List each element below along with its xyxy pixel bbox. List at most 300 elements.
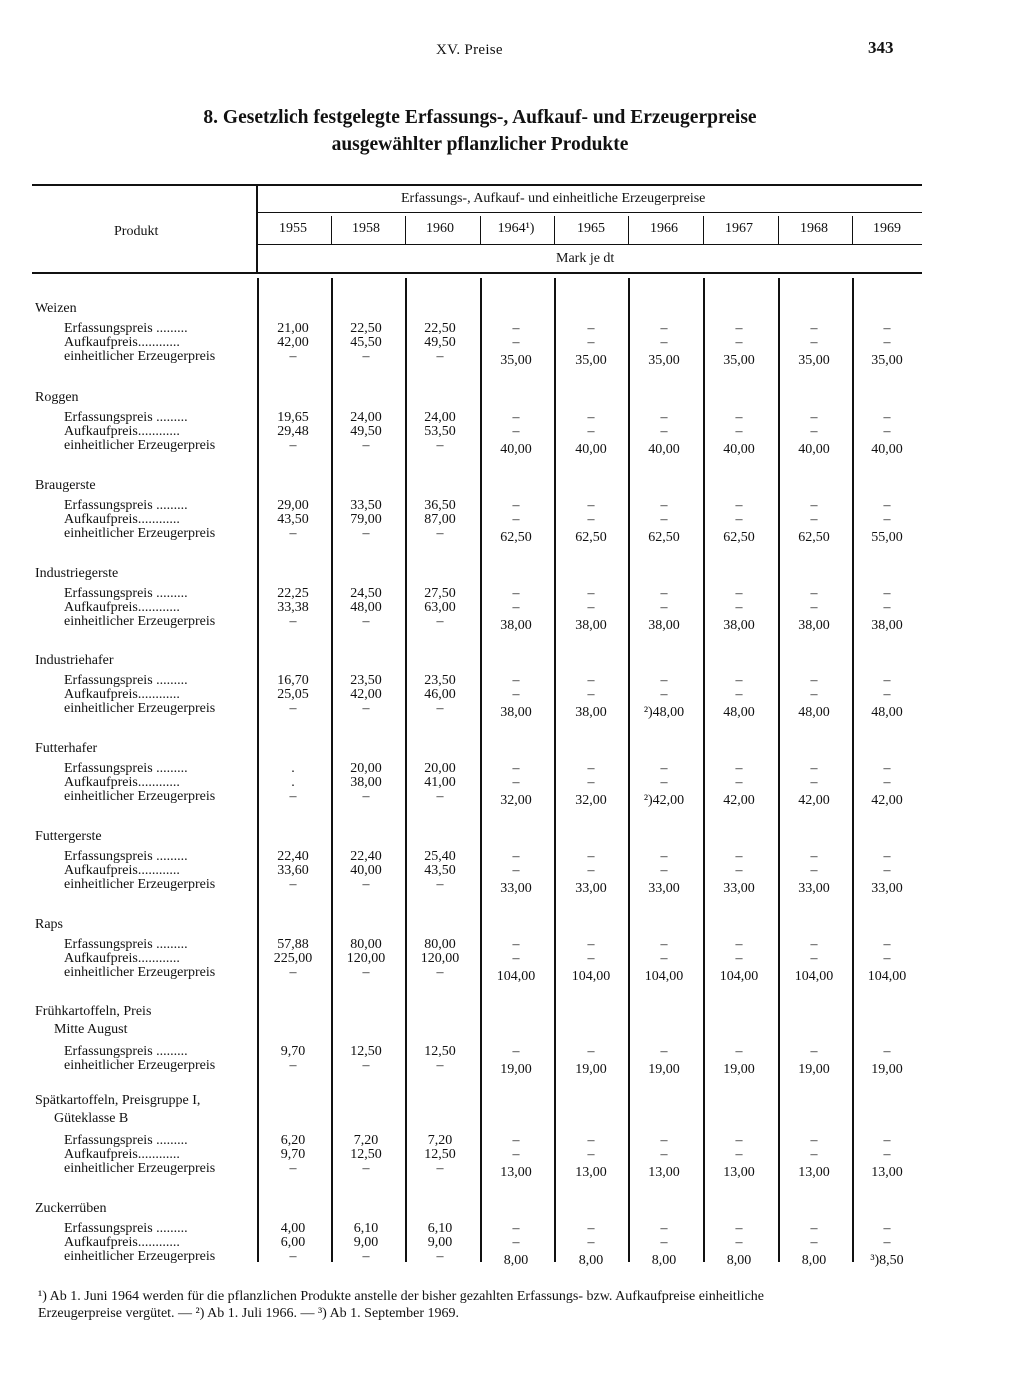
table-cell: 36,50 [424,498,456,513]
year-separator [778,216,779,244]
table-cell: – [660,1147,668,1162]
table-cell: – [289,1249,297,1264]
table-cell: – [512,498,520,513]
table-cell: – [735,1147,743,1162]
table-cell: 43,50 [424,863,456,878]
table-cell: – [810,1044,818,1059]
product-name: Güteklasse B [54,1111,129,1126]
table-cell: – [289,789,297,804]
table-cell: – [883,1221,891,1236]
year-header: 1966 [650,221,678,236]
row-label: Erfassungspreis ......... [64,761,188,776]
table-cell: 43,50 [277,512,309,527]
table-cell: 22,40 [277,849,309,864]
table-cell: 48,00 [350,600,382,615]
table-cell: 40,00 [723,442,755,457]
table-cell: – [660,335,668,350]
table-cell: – [810,335,818,350]
row-label: einheitlicher Erzeugerpreis [64,438,216,453]
table-cell: – [587,512,595,527]
table-cell: – [810,600,818,615]
table-cell: 40,00 [575,442,607,457]
table-cell: – [362,1161,370,1176]
table-cell: – [810,1235,818,1250]
table-top-rule [32,184,922,186]
row-label: Aufkaufpreis............ [64,424,180,439]
table-cell: – [512,937,520,952]
table-cell: – [810,586,818,601]
table-cell: 38,00 [575,705,607,720]
table-cell: 13,00 [648,1165,680,1180]
table-cell: – [883,951,891,966]
table-cell: 35,00 [723,353,755,368]
table-cell: – [289,965,297,980]
table-cell: 8,00 [578,1253,604,1268]
table-cell: 24,00 [424,410,456,425]
table-cell: 22,40 [350,849,382,864]
product-name: Mitte August [54,1022,128,1037]
table-cell: – [362,526,370,541]
table-cell: – [512,424,520,439]
table-cell: 22,50 [424,321,456,336]
table-cell: – [289,349,297,364]
table-cell: – [587,1221,595,1236]
footnotes [38,1288,938,1322]
table-cell: 225,00 [273,951,313,966]
table-cell: – [660,1133,668,1148]
year-header: 1965 [577,221,605,236]
table-cell: – [735,410,743,425]
table-cell: 40,00 [871,442,903,457]
table-cell: – [587,863,595,878]
row-label: Aufkaufpreis............ [64,951,180,966]
table-cell: – [587,775,595,790]
row-label: Erfassungspreis ......... [64,586,188,601]
row-label: Erfassungspreis ......... [64,410,188,425]
table-cell: – [660,586,668,601]
table-cell: – [512,687,520,702]
product-column-header: Produkt [114,224,159,239]
row-label: Aufkaufpreis............ [64,335,180,350]
table-cell: 12,50 [424,1044,456,1059]
table-cell: 42,00 [871,793,903,808]
table-cell: 62,50 [723,530,755,545]
unit-label: Mark je dt [556,251,615,266]
table-cell: 62,50 [648,530,680,545]
table-cell: – [289,1058,297,1073]
product-name: Spätkartoffeln, Preisgruppe I, [35,1093,201,1108]
year-header: 1958 [352,221,380,236]
table-cell: 13,00 [575,1165,607,1180]
table-cell: – [883,410,891,425]
year-header: 1960 [426,221,454,236]
table-title-line-1: 8. Gesetzlich festgelegte Erfassungs-, Aufkauf- und Erzeugerpreise [203,107,757,128]
table-cell: – [883,937,891,952]
table-cell: 104,00 [496,969,536,984]
table-cell: – [660,863,668,878]
table-cell: 6,20 [280,1133,306,1148]
table-cell: – [735,321,743,336]
table-cell: – [512,600,520,615]
year-header: 1955 [279,221,307,236]
table-cell: 40,00 [798,442,830,457]
table-cell: – [883,849,891,864]
year-header: 1968 [800,221,828,236]
table-cell: – [512,1133,520,1148]
table-cell: 8,00 [801,1253,827,1268]
table-cell: 46,00 [424,687,456,702]
year-header: 1969 [873,221,901,236]
table-cell: – [883,1147,891,1162]
product-name: Industriegerste [35,566,119,581]
row-label: Erfassungspreis ......... [64,849,188,864]
table-cell: 33,00 [723,881,755,896]
table-cell: 33,60 [277,863,309,878]
year-separator [331,216,332,244]
table-cell: 6,10 [353,1221,379,1236]
table-cell: – [883,761,891,776]
year-separator [628,216,629,244]
table-cell: – [660,849,668,864]
table-cell: 19,00 [798,1062,830,1077]
year-separator [480,216,481,244]
table-cell: – [735,673,743,688]
table-cell: 22,25 [277,586,309,601]
table-cell: 22,50 [350,321,382,336]
table-cell: – [660,1221,668,1236]
table-cell: 87,00 [424,512,456,527]
product-name: Weizen [35,301,77,316]
table-cell: – [810,498,818,513]
table-cell: 80,00 [350,937,382,952]
table-cell: 38,00 [500,618,532,633]
table-cell: – [660,1044,668,1059]
table-cell: – [512,1147,520,1162]
table-cell: – [587,1147,595,1162]
table-cell: 42,00 [723,793,755,808]
table-cell: 40,00 [648,442,680,457]
table-cell: – [587,687,595,702]
table-cell: 9,70 [280,1044,306,1059]
table-cell: – [735,937,743,952]
row-label: einheitlicher Erzeugerpreis [64,1058,216,1073]
table-cell: 48,00 [798,705,830,720]
table-cell: 120,00 [420,951,460,966]
table-cell: – [512,775,520,790]
table-cell: – [735,863,743,878]
table-cell: – [660,687,668,702]
row-label: Aufkaufpreis............ [64,1235,180,1250]
table-cell: 12,50 [350,1044,382,1059]
product-name: Industriehafer [35,653,114,668]
table-cell: 13,00 [798,1165,830,1180]
table-cell: – [587,498,595,513]
table-cell: – [512,863,520,878]
table-cell: 12,50 [424,1147,456,1162]
product-name: Futtergerste [35,829,102,844]
table-cell: – [512,410,520,425]
table-cell: – [587,586,595,601]
table-cell: – [660,1235,668,1250]
table-cell: – [436,349,444,364]
table-cell: – [735,687,743,702]
table-cell: . [291,775,295,790]
table-cell: 55,00 [871,530,903,545]
table-cell: 42,00 [350,687,382,702]
table-cell: – [883,775,891,790]
table-cell: – [660,775,668,790]
table-cell: – [587,424,595,439]
table-cell: 45,50 [350,335,382,350]
row-label: Aufkaufpreis............ [64,775,180,790]
table-cell: 27,50 [424,586,456,601]
table-cell: – [735,761,743,776]
table-cell: – [436,1161,444,1176]
row-label: einheitlicher Erzeugerpreis [64,877,216,892]
table-cell: – [883,1044,891,1059]
table-cell: 8,00 [651,1253,677,1268]
table-cell: 38,00 [500,705,532,720]
table-cell: 16,70 [277,673,309,688]
table-cell: 38,00 [350,775,382,790]
table-cell: 62,50 [575,530,607,545]
table-cell: – [660,951,668,966]
table-cell: – [289,614,297,629]
table-cell: 38,00 [648,618,680,633]
years-rule [257,244,922,245]
row-label: Erfassungspreis ......... [64,498,188,513]
table-cell: – [735,424,743,439]
table-cell: 8,00 [726,1253,752,1268]
table-cell: – [587,321,595,336]
table-cell: 6,00 [280,1235,306,1250]
table-cell: 24,00 [350,410,382,425]
table-cell: 19,00 [648,1062,680,1077]
table-cell: – [883,512,891,527]
year-separator [703,216,704,244]
group-header-rule [257,212,922,213]
table-cell: – [660,761,668,776]
table-cell: 33,00 [798,881,830,896]
table-cell: 35,00 [500,353,532,368]
table-cell: – [362,965,370,980]
table-cell: 48,00 [723,705,755,720]
table-cell: 33,50 [350,498,382,513]
table-cell: – [362,614,370,629]
table-cell: 35,00 [575,353,607,368]
table-cell: 20,00 [350,761,382,776]
table-cell: 33,38 [277,600,309,615]
row-label: Erfassungspreis ......... [64,673,188,688]
table-cell: – [735,512,743,527]
table-cell: 7,20 [353,1133,379,1148]
table-cell: – [883,586,891,601]
table-cell: 38,00 [575,618,607,633]
table-cell: 48,00 [871,705,903,720]
table-cell: – [362,349,370,364]
row-label: einheitlicher Erzeugerpreis [64,789,216,804]
table-cell: 29,00 [277,498,309,513]
table-cell: 33,00 [871,881,903,896]
table-cell: – [735,1235,743,1250]
table-cell: 21,00 [277,321,309,336]
row-label: Erfassungspreis ......... [64,321,188,336]
table-cell: 23,50 [424,673,456,688]
table-cell: – [587,1235,595,1250]
table-cell: – [289,1161,297,1176]
table-cell: – [587,849,595,864]
table-cell: – [436,1249,444,1264]
table-cell: – [587,673,595,688]
table-cell: 38,00 [723,618,755,633]
table-cell: – [810,775,818,790]
table-cell: – [512,951,520,966]
table-cell: 13,00 [500,1165,532,1180]
page-number: 343 [868,38,894,57]
product-name: Braugerste [35,478,96,493]
table-cell: 57,88 [277,937,309,952]
table-cell: – [512,335,520,350]
table-cell: – [883,498,891,513]
row-label: einheitlicher Erzeugerpreis [64,526,216,541]
table-cell: 19,00 [575,1062,607,1077]
row-label: Erfassungspreis ......... [64,1221,188,1236]
table-cell: – [883,321,891,336]
product-name: Zuckerrüben [35,1201,107,1216]
table-cell: – [512,761,520,776]
table-cell: – [289,438,297,453]
table-cell: – [810,1221,818,1236]
table-cell: – [587,410,595,425]
table-cell: – [587,937,595,952]
table-cell: – [810,951,818,966]
table-cell: – [810,687,818,702]
table-cell: 32,00 [575,793,607,808]
table-cell: – [735,1133,743,1148]
table-cell: – [810,512,818,527]
table-cell: 104,00 [867,969,907,984]
table-cell: – [436,1058,444,1073]
table-cell: 9,00 [353,1235,379,1250]
table-cell: – [289,877,297,892]
table-cell: – [735,600,743,615]
table-cell: 104,00 [794,969,834,984]
table-cell: 25,05 [277,687,309,702]
group-header: Erfassungs-, Aufkauf- und einheitliche Erzeugerpreise [401,191,706,206]
table-cell: – [436,614,444,629]
table-cell: 49,50 [424,335,456,350]
row-label: Aufkaufpreis............ [64,863,180,878]
table-cell: 40,00 [350,863,382,878]
table-cell: 25,40 [424,849,456,864]
table-cell: 42,00 [277,335,309,350]
table-cell: 104,00 [571,969,611,984]
table-cell: – [810,424,818,439]
table-cell: 63,00 [424,600,456,615]
table-cell: ²)48,00 [643,705,685,720]
table-cell: – [810,937,818,952]
table-cell: – [660,600,668,615]
table-cell: – [362,1058,370,1073]
table-cell: – [810,849,818,864]
row-label: Erfassungspreis ......... [64,937,188,952]
table-cell: – [660,424,668,439]
table-cell: – [289,526,297,541]
table-cell: – [362,438,370,453]
table-cell: – [660,321,668,336]
table-cell: – [512,673,520,688]
table-cell: 13,00 [723,1165,755,1180]
table-cell: 104,00 [644,969,684,984]
table-cell: 19,00 [500,1062,532,1077]
table-cell: – [810,410,818,425]
table-cell: – [512,512,520,527]
table-cell: – [735,1044,743,1059]
table-cell: 9,00 [427,1235,453,1250]
table-cell: – [660,673,668,688]
table-cell: – [362,877,370,892]
table-cell: ³)8,50 [870,1253,904,1268]
table-cell: – [735,775,743,790]
year-header: 1964¹) [497,221,535,236]
year-separator [852,216,853,244]
section-title: XV. Preise [436,42,503,58]
table-cell: – [735,586,743,601]
table-title-line-2: ausgewählter pflanzlicher Produkte [331,134,629,155]
table-cell: 20,00 [424,761,456,776]
table-cell: 6,10 [427,1221,453,1236]
table-cell: – [512,1235,520,1250]
table-cell: – [436,877,444,892]
table-cell: 104,00 [719,969,759,984]
table-cell: 33,00 [648,881,680,896]
table-cell: 49,50 [350,424,382,439]
table-cell: – [883,1133,891,1148]
table-cell: 19,00 [871,1062,903,1077]
year-separator [554,216,555,244]
table-cell: – [587,951,595,966]
table-cell: 35,00 [648,353,680,368]
table-cell: – [883,673,891,688]
table-cell: – [436,526,444,541]
table-cell: – [810,1133,818,1148]
row-label: Erfassungspreis ......... [64,1133,188,1148]
table-cell: – [883,687,891,702]
table-cell: 13,00 [871,1165,903,1180]
row-label: einheitlicher Erzeugerpreis [64,614,216,629]
row-label: Aufkaufpreis............ [64,512,180,527]
product-name: Futterhafer [35,741,98,756]
table-cell: – [660,410,668,425]
table-cell: 4,00 [280,1221,306,1236]
table-cell: – [587,1133,595,1148]
table-cell: – [735,951,743,966]
table-cell: 53,50 [424,424,456,439]
table-cell: – [883,1235,891,1250]
table-cell: 33,00 [500,881,532,896]
table-cell: 35,00 [871,353,903,368]
table-cell: 62,50 [500,530,532,545]
table-cell: – [810,1147,818,1162]
table-cell: 23,50 [350,673,382,688]
footnote-line-1: ¹) Ab 1. Juni 1964 werden für die pflanzlichen Produkte anstelle der bisher gezahlten Erfassungs- bzw. Aufkaufpreise einheitliche [38,1289,765,1304]
row-label: einheitlicher Erzeugerpreis [64,1249,216,1264]
table-cell: 80,00 [424,937,456,952]
table-cell: – [660,512,668,527]
table-cell: 79,00 [350,512,382,527]
footnote-line-2: Erzeugerpreise vergütet. — ²) Ab 1. Juli 1966. — ³) Ab 1. September 1969. [38,1306,460,1321]
table-cell: 120,00 [346,951,386,966]
